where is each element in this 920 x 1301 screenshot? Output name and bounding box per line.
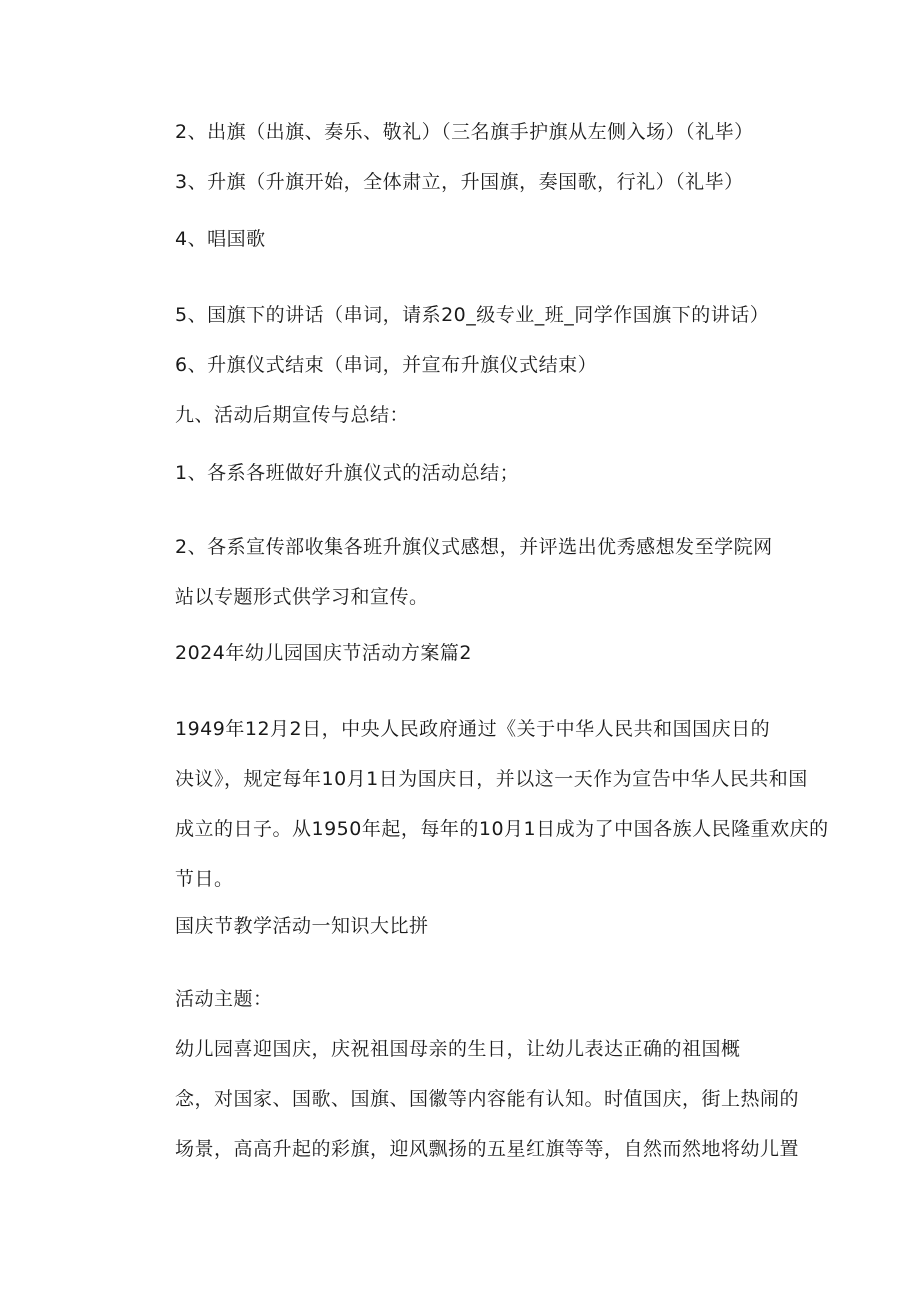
step-4-anthem: 4、唱国歌 (175, 228, 266, 250)
section-9-item-2-line-2: 站以专题形式供学习和宣传。 (175, 586, 429, 608)
intro-line-1: 1949年12月2日，中央人民政府通过《关于中华人民共和国国庆日的 (175, 718, 771, 740)
step-3-flag-raising: 3、升旗（升旗开始，全体肃立，升国旗，奏国歌，行礼）（礼毕） (175, 171, 744, 193)
intro-line-3: 成立的日子。从1950年起，每年的10月1日成为了中国各族人民隆重欢庆的 (175, 818, 829, 840)
step-2-flag-entry: 2、出旗（出旗、奏乐、敬礼）（三名旗手护旗从左侧入场）（礼毕） (175, 121, 754, 143)
section-9-item-1: 1、各系各班做好升旗仪式的活动总结； (175, 462, 520, 484)
article-title: 2024年幼儿园国庆节活动方案篇2 (175, 642, 472, 664)
theme-para-line-3: 场景，高高升起的彩旗，迎风飘扬的五星红旗等等，自然而然地将幼儿置 (175, 1138, 800, 1160)
step-5-speech: 5、国旗下的讲话（串词，请系20_级专业_班_同学作国旗下的讲话） (175, 304, 770, 326)
activity-heading: 国庆节教学活动一知识大比拼 (175, 915, 429, 937)
intro-line-2: 决议》，规定每年10月1日为国庆日，并以这一天作为宣告中华人民共和国 (175, 768, 808, 790)
theme-para-line-2: 念，对国家、国歌、国旗、国徽等内容能有认知。时值国庆，街上热闹的 (175, 1088, 800, 1110)
section-9-item-2-line-1: 2、各系宣传部收集各班升旗仪式感想，并评选出优秀感想发至学院网 (175, 536, 773, 558)
activity-theme-label: 活动主题： (175, 988, 273, 1010)
intro-line-4: 节日。 (175, 868, 234, 890)
step-6-ceremony-end: 6、升旗仪式结束（串词，并宣布升旗仪式结束） (175, 354, 598, 376)
theme-para-line-1: 幼儿园喜迎国庆，庆祝祖国母亲的生日，让幼儿表达正确的祖国概 (175, 1038, 741, 1060)
section-9-heading: 九、活动后期宣传与总结： (175, 404, 410, 426)
